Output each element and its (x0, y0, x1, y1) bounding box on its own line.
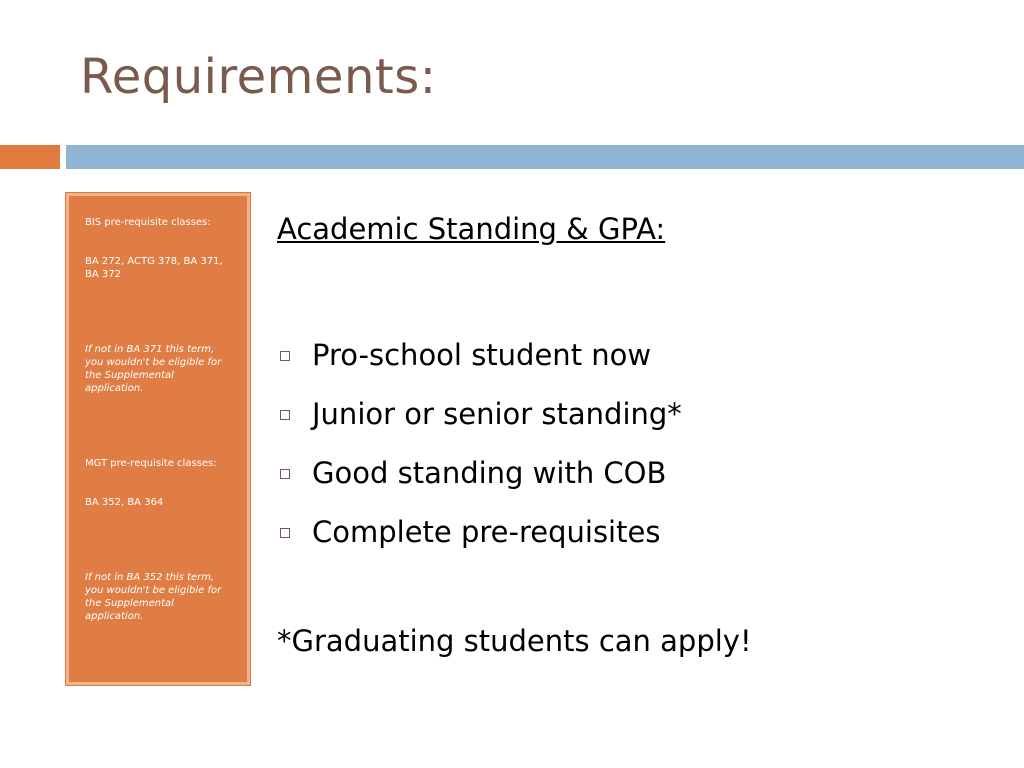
requirements-list (277, 326, 682, 562)
bis-classes: BA 272, ACTG 378, BA 371, BA 372 (85, 256, 223, 280)
list-item (277, 503, 682, 562)
checkbox-bullet-icon (280, 469, 290, 479)
checkbox-bullet-icon (280, 351, 290, 361)
list-item-text: Pro-school student now (312, 338, 652, 372)
checkbox-bullet-icon (280, 528, 290, 538)
footnote: *Graduating students can apply! (277, 624, 752, 658)
list-item (277, 326, 682, 385)
mgt-label: MGT pre-requisite classes: (85, 458, 217, 469)
list-item (277, 385, 682, 444)
mgt-classes: BA 352, BA 364 (85, 497, 164, 508)
bis-label: BIS pre-requisite classes: (85, 217, 211, 228)
checkbox-bullet-icon (280, 410, 290, 420)
slide-title: Requirements: (80, 49, 437, 105)
sidebar-panel (66, 193, 250, 685)
main-content (277, 208, 997, 658)
sidebar-content (85, 216, 235, 623)
section-heading: Academic Standing & GPA: (277, 212, 666, 246)
list-item-text: Good standing with COB (312, 456, 667, 490)
list-item-text: Junior or senior standing* (312, 397, 682, 431)
accent-bar-orange (0, 145, 60, 169)
accent-bar-blue (66, 145, 1024, 169)
bis-note: If not in BA 371 this term, you wouldn't be eligible for the Supplemental application. (85, 344, 222, 394)
list-item (277, 444, 682, 503)
mgt-note: If not in BA 352 this term, you wouldn't be eligible for the Supplemental application. (85, 572, 222, 622)
list-item-text: Complete pre-requisites (312, 515, 661, 549)
